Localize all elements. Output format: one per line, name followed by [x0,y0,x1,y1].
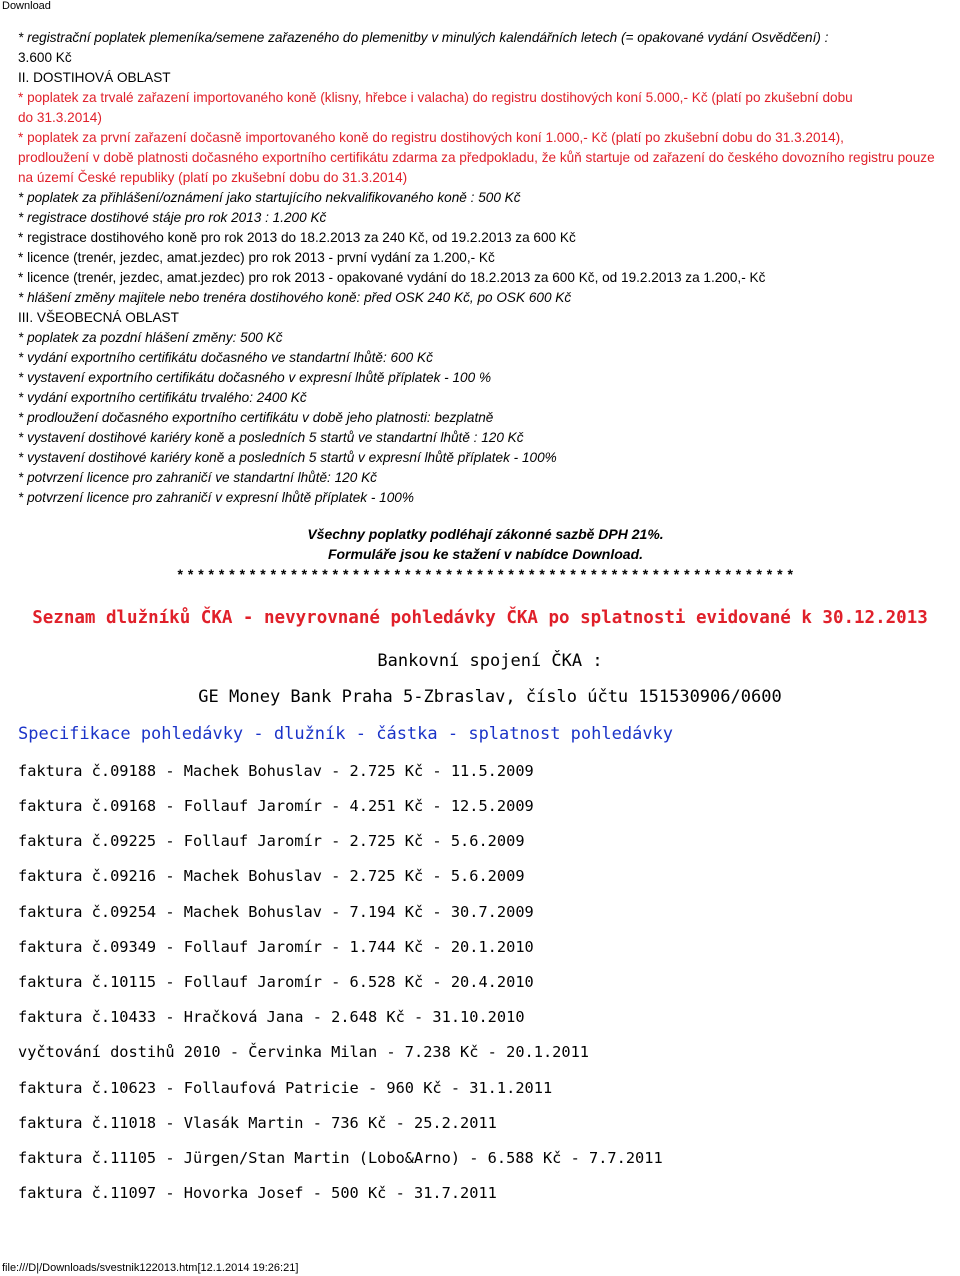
fee-line-red: prodloužení v době platnosti dočasného exportního certifikátu zdarma za předpokladu, že kůň startuje od zařazení do českého dovozního registru pouze na území České republiky (platí po zkušební dobu do 31.3.2014) [18,150,935,185]
fee-line: * vystavení dostihové kariéry koně a posledních 5 startů v expresní lhůtě příplatek - 100% [18,450,557,465]
fee-line: * registrační poplatek plemeníka/semene zařazeného do plemenitby v minulých kalendářních letech (= opakované vydání Osvědčení) : [18,30,829,45]
invoice-entry: faktura č.11105 - Jürgen/Stan Martin (Lobo&Arno) - 6.588 Kč - 7.7.2011 [18,1149,663,1167]
invoice-entry: faktura č.10433 - Hračková Jana - 2.648 Kč - 31.10.2010 [18,1008,525,1026]
fee-line: * vydání exportního certifikátu dočasného ve standartní lhůtě: 600 Kč [18,350,433,365]
invoice-entry: faktura č.09254 - Machek Bohuslav - 7.194 Kč - 30.7.2009 [18,903,534,921]
section-heading: II. DOSTIHOVÁ OBLAST [18,70,171,85]
spec-header: Specifikace pohledávky - dlužník - částka - splatnost pohledávky [18,724,674,744]
fee-line: * registrace dostihové stáje pro rok 2013 : 1.200 Kč [18,210,327,225]
fee-line: * prodloužení dočasného exportního certifikátu v době jeho platnosti: bezplatně [18,410,494,425]
fee-line: * licence (trenér, jezdec, amat.jezdec) pro rok 2013 - první vydání za 1.200,- Kč [18,250,495,265]
fee-line: * poplatek za pozdní hlášení změny: 500 Kč [18,330,283,345]
fee-line: * potvrzení licence pro zahraničí v expresní lhůtě příplatek - 100% [18,490,414,505]
file-path-footer: file:///D|/Downloads/svestnik122013.htm[12.1.2014 19:26:21] [2,1262,299,1274]
debtors-title: Seznam dlužníků ČKA - nevyrovnané pohledávky ČKA po splatnosti evidované k 30.12.2013 [32,608,928,628]
fee-line-red: * poplatek za trvalé zařazení importovaného koně (klisny, hřebce i valacha) do registru dostihových koní 5.000,- Kč (platí po zkušební dobu [18,90,853,105]
bank-label: Bankovní spojení ČKA : [377,651,603,671]
download-link[interactable]: Download [2,0,51,12]
fee-line: * potvrzení licence pro zahraničí ve standartní lhůtě: 120 Kč [18,470,377,485]
invoice-entry: faktura č.09188 - Machek Bohuslav - 2.725 Kč - 11.5.2009 [18,762,534,780]
fee-line: * hlášení změny majitele nebo trenéra dostihového koně: před OSK 240 Kč, po OSK 600 Kč [18,290,572,305]
invoice-entry: faktura č.11018 - Vlasák Martin - 736 Kč - 25.2.2011 [18,1114,497,1132]
vat-note: Všechny poplatky podléhají zákonné sazbě DPH 21%. [307,526,664,542]
invoice-entry: faktura č.09168 - Follauf Jaromír - 4.251 Kč - 12.5.2009 [18,797,534,815]
section-heading: III. VŠEOBECNÁ OBLAST [18,310,179,325]
fee-line: * licence (trenér, jezdec, amat.jezdec) pro rok 2013 - opakované vydání do 18.2.2013 za 600 Kč, od 19.2.2013 za 1.200,- Kč [18,270,766,285]
invoice-entry: vyčtování dostihů 2010 - Červinka Milan - 7.238 Kč - 20.1.2011 [18,1043,589,1061]
invoice-entry: faktura č.10115 - Follauf Jaromír - 6.528 Kč - 20.4.2010 [18,973,534,991]
fee-line-red: do 31.3.2014) [18,110,102,125]
invoice-entry: faktura č.09216 - Machek Bohuslav - 2.725 Kč - 5.6.2009 [18,867,525,885]
invoice-entry: faktura č.11097 - Hovorka Josef - 500 Kč - 31.7.2011 [18,1184,497,1202]
fee-line-red: * poplatek za první zařazení dočasně importovaného koně do registru dostihových koní 1.000,- Kč (platí po zkušební dobu do 31.3.2014), [18,130,844,145]
fee-line: * registrace dostihového koně pro rok 2013 do 18.2.2013 za 240 Kč, od 19.2.2013 za 600 Kč [18,230,576,245]
fee-line: 3.600 Kč [18,50,72,65]
invoice-entry: faktura č.09225 - Follauf Jaromír - 2.725 Kč - 5.6.2009 [18,832,525,850]
forms-note: Formuláře jsou ke stažení v nabídce Download. [327,546,644,562]
fee-line: * poplatek za přihlášení/oznámení jako startujícího nekvalifikovaného koně : 500 Kč [18,190,521,205]
fee-line: * vydání exportního certifikátu trvalého: 2400 Kč [18,390,307,405]
fee-line: * vystavení dostihové kariéry koně a posledních 5 startů ve standartní lhůtě : 120 Kč [18,430,524,445]
invoice-entry: faktura č.10623 - Follaufová Patricie - 960 Kč - 31.1.2011 [18,1079,553,1097]
invoice-entry: faktura č.09349 - Follauf Jaromír - 1.744 Kč - 20.1.2010 [18,938,534,956]
fee-line: * vystavení exportního certifikátu dočasného v expresní lhůtě příplatek - 100 % [18,370,492,385]
stars-divider: * * * * * * * * * * * * * * * * * * * * * * * * * * * * * * * * * * * * * * * * * * * * * * * * * * * * * * * * * * * * [177,566,794,582]
bank-info: GE Money Bank Praha 5-Zbraslav, číslo účtu 151530906/0600 [198,687,782,707]
fee-list [18,28,953,584]
